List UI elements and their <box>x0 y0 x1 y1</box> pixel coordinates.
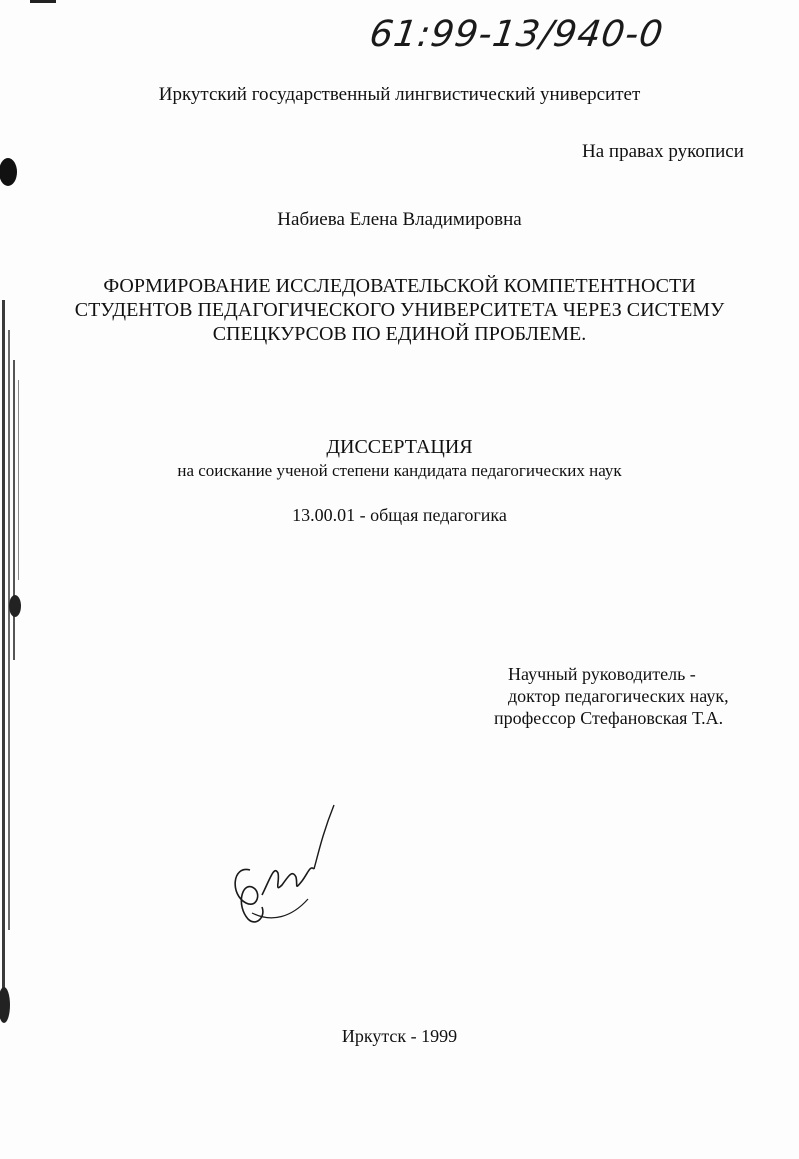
supervisor-line: профессор Стефановская Т.А. <box>494 708 724 728</box>
supervisor-line: Научный руководитель - <box>508 664 696 684</box>
degree-statement: на соискание ученой степени кандидата педагогических наук <box>177 461 622 480</box>
archive-code: 61:99-13/940-0 <box>367 14 667 55</box>
author-name: Набиева Елена Владимировна <box>277 209 522 230</box>
scan-edge-artifact <box>0 0 30 1159</box>
city-year: Иркутск - 1999 <box>341 1026 458 1046</box>
author-signature <box>222 795 352 935</box>
title-line: ФОРМИРОВАНИЕ ИССЛЕДОВАТЕЛЬСКОЙ КОМПЕТЕНТНОСТИ <box>103 275 696 297</box>
scan-top-mark <box>30 0 56 3</box>
work-type: ДИССЕРТАЦИЯ <box>326 436 473 458</box>
specialty-code: 13.00.01 - общая педагогика <box>292 505 507 525</box>
university-name: Иркутский государственный лингвистический университет <box>158 84 641 105</box>
supervisor-block <box>494 663 729 729</box>
supervisor-line: доктор педагогических наук, <box>508 686 729 706</box>
title-line: СТУДЕНТОВ ПЕДАГОГИЧЕСКОГО УНИВЕРСИТЕТА ЧЕРЕЗ СИСТЕМУ <box>74 299 725 321</box>
dissertation-title <box>0 274 799 346</box>
manuscript-rights: На правах рукописи <box>582 141 744 162</box>
title-line: СПЕЦКУРСОВ ПО ЕДИНОЙ ПРОБЛЕМЕ. <box>212 323 587 345</box>
